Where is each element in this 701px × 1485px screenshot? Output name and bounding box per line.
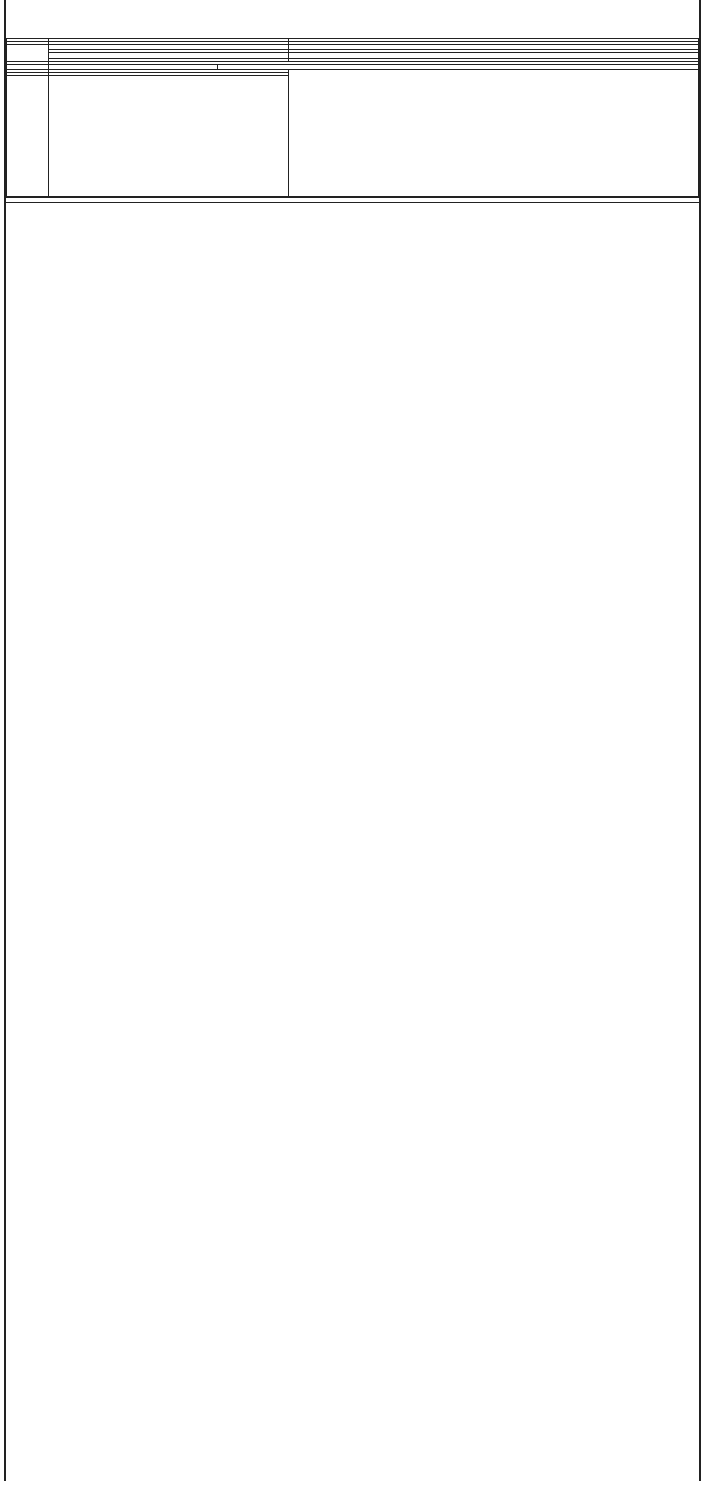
government-title (6, 0, 699, 26)
notice-header (6, 0, 699, 26)
official-block (289, 70, 699, 197)
notice-code (6, 197, 699, 203)
tender-notice (4, 0, 701, 1481)
tender-table (6, 38, 699, 197)
